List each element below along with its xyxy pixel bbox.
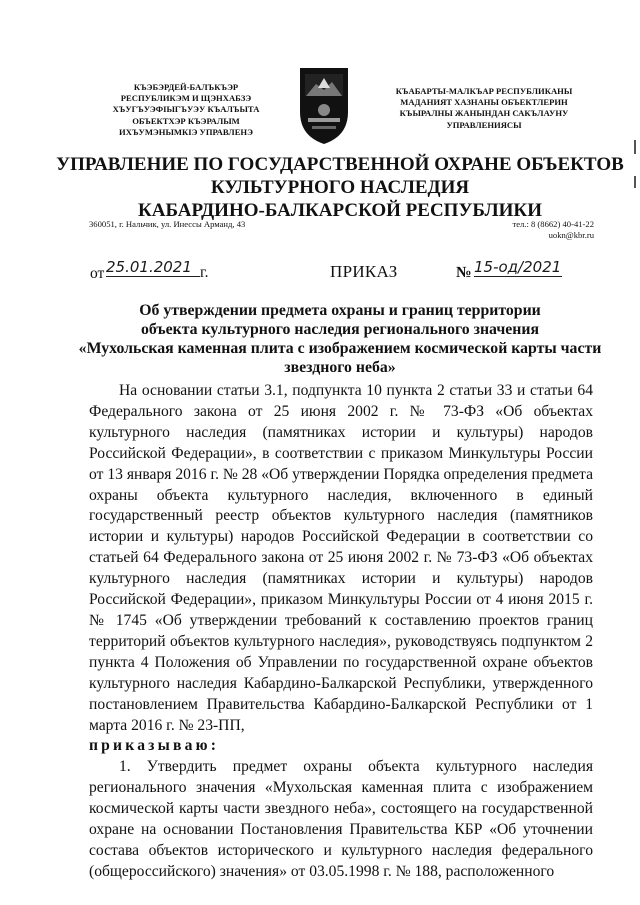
order-header-row bbox=[90, 258, 590, 282]
phone: тел.: 8 (8662) 40-41-22 bbox=[512, 219, 594, 229]
order-subject bbox=[60, 301, 620, 377]
order-number: 15-од/2021 bbox=[474, 258, 562, 276]
header-right-line: КЪАБАРТЫ-МАЛКЪАР РЕСПУБЛИКАНЫ bbox=[395, 86, 573, 96]
order-title: ПРИКАЗ bbox=[330, 262, 398, 281]
subject-line: объекта культурного наследия регионального значения bbox=[141, 321, 539, 338]
prikazyvayu-label: приказываю: bbox=[89, 737, 220, 755]
header-left-line: ИХЪУМЭНЫМКІЭ УПРАВЛЕНЭ bbox=[119, 126, 253, 137]
header-left-block bbox=[90, 82, 282, 138]
number-label: № bbox=[456, 264, 472, 281]
header-left-line: ХЪУГЪУЭФІЫГЪУЭУ КЪАЛЪЫТА bbox=[112, 104, 260, 115]
org-title-line: КАБАРДИНО-БАЛКАРСКОЙ РЕСПУБЛИКИ bbox=[137, 200, 542, 221]
edge-mark bbox=[634, 176, 636, 188]
organization-title bbox=[40, 153, 640, 222]
org-title-line: УПРАВЛЕНИЕ ПО ГОСУДАРСТВЕННОЙ ОХРАНЕ ОБЪЕКТОВ bbox=[56, 154, 624, 175]
paragraph-basis: На основании статьи 3.1, подпункта 10 пункта 2 статьи 33 и статьи 64 Федерального закона от 25 июня 2002 г. № 73-ФЗ «Об объектах культурного наследия (памятниках истории и культуры) народов Российской Федерации», в соответствии с приказом Минкультуры России от 13 января 2016 г. № 28 «Об утверждении Порядка определения предмета охраны объекта культурного наследия, включенного в единый государственный реестр объектов культурного наследия (памятников истории и культуры) народов Российской Федерации в соответствии со статьей 64 Федерального закона от 25 июня 2002 г. № 73-ФЗ «Об объектах культурного наследия (памятниках истории и культуры) народов Российской Федерации», приказом Минкультуры России от 4 июня 2015 г. № 1745 «Об утверждении требований к составлению проектов границ территорий объектов культурного наследия», руководствуясь подпунктом 2 пункта 4 Положения об Управлении по государственной охране объектов культурного наследия Кабардино-Балкарской Республики, утвержденного постановлением Правительства Кабардино-Балкарской Республики от 1 марта 2016 г. № 23-ПП, bbox=[89, 382, 593, 734]
email: uokn@kbr.ru bbox=[548, 230, 594, 240]
date-from-label: от bbox=[90, 265, 105, 282]
subject-line: «Мухольская каменная плита с изображением космической карты части bbox=[78, 340, 602, 357]
header-right-line: КЪЫРАЛНЫ ЖАНЫНДАН САКЪЛАУНУ bbox=[399, 108, 569, 119]
subject-line: Об утверждении предмета охраны и границ территории bbox=[139, 302, 541, 319]
header-right-line: МАДАНИЯТ ХАЗНАНЫ ОБЪЕКТЛЕРИН bbox=[400, 97, 568, 108]
year-suffix: г. bbox=[200, 264, 209, 281]
coat-of-arms-icon bbox=[296, 66, 352, 146]
subject-line: звездного неба» bbox=[284, 359, 396, 376]
contacts bbox=[512, 219, 594, 241]
header-right-block bbox=[360, 86, 608, 131]
header-right-line: УПРАВЛЕНИЯСЫ bbox=[446, 119, 522, 130]
order-date: 25.01.2021 bbox=[106, 258, 200, 277]
order-body bbox=[89, 381, 593, 883]
header-left-line: КЪЭБЭРДЕЙ-БАЛЪКЪЭР bbox=[133, 82, 239, 92]
header-left-line: ОБЪЕКТХЭР КЪЭРАЛЫМ bbox=[132, 115, 240, 126]
org-title-line: КУЛЬТУРНОГО НАСЛЕДИЯ bbox=[210, 177, 470, 198]
header-left-line: РЕСПУБЛИКЭМ И ЩЭНХАБЗЭ bbox=[120, 93, 252, 104]
edge-mark bbox=[634, 140, 636, 154]
paragraph-item-1: 1. Утвердить предмет охраны объекта культурного наследия регионального значения «Мухольская каменная плита с изображением космической карты части звездного неба», состоящего на государственной охране на основании Постановления Правительства КБР «Об уточнении состава объектов исторического и культурного наследия федерального (общероссийского) значения» от 03.05.1998 г. № 188, расположенного bbox=[89, 758, 593, 880]
address: 360051, г. Нальчик, ул. Инессы Арманд, 43 bbox=[89, 219, 246, 229]
